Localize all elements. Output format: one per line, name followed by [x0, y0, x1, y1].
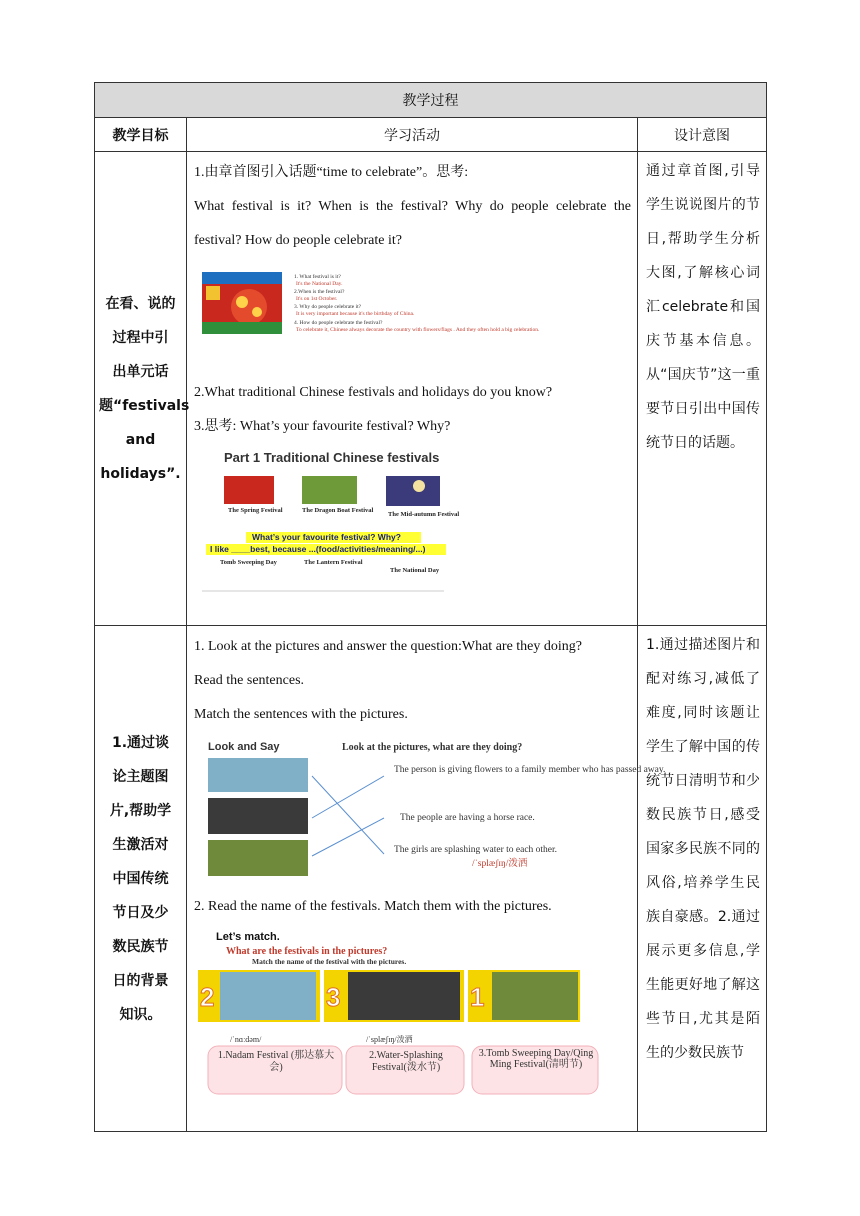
goal-line: 日的背景: [112, 972, 169, 989]
festival-label: The Mid-autumn Festival: [388, 511, 460, 518]
goal-line: 论主题图: [112, 768, 169, 785]
moon: [413, 480, 425, 492]
favourite-question: What’s your favourite festival? Why?: [252, 532, 401, 542]
goal-line: 题“festivals: [99, 397, 190, 414]
slide-subtitle: Match the name of the festival with the pictures.: [252, 957, 407, 966]
goal-line: 节日及少: [112, 904, 169, 921]
slide-q1: 1. What festival is it?: [294, 274, 341, 280]
photo-tomb-sweeping: [348, 972, 460, 1020]
slide-banner: [202, 272, 282, 284]
slide-q2: 2.When is the festival?: [294, 289, 345, 295]
photo-tomb-sweeping: [208, 798, 308, 834]
grass: [202, 322, 282, 334]
teaching-process-table: [94, 82, 767, 1132]
slide-q4: 4. How do people celebrate the festival?: [294, 320, 383, 326]
activity-step-1b: Read the sentences.: [194, 673, 305, 688]
slide-q3: 3. Why do people celebrate it?: [294, 304, 362, 310]
activity-step-1c: Match the sentences with the pictures.: [194, 707, 408, 722]
festival-label: The Spring Festival: [228, 507, 283, 514]
lets-match-slide: [194, 928, 614, 1104]
goal-line: 中国传统: [112, 870, 169, 887]
flower: [252, 307, 262, 317]
slide-a3: It is very important because it's the birthday of China.: [296, 311, 415, 317]
option-1: 1.Nadam Festival (那达慕大会): [217, 1050, 335, 1073]
goal-line: 数民族节: [112, 938, 169, 955]
match-line: [312, 818, 384, 856]
goal-line: 在看、说的: [105, 295, 176, 312]
table-title: 教学过程: [95, 83, 767, 118]
slide-a1: It's the National Day.: [296, 281, 343, 287]
match-line: [312, 776, 384, 854]
slide-title: Part 1 Traditional Chinese festivals: [224, 450, 440, 465]
row2-goal: [95, 626, 187, 1132]
national-day-slide: [194, 262, 540, 372]
slide-a2: It's on 1st October.: [296, 296, 338, 302]
match-line: [312, 776, 384, 818]
goal-line: 出单元话: [112, 363, 169, 380]
answer-number: 2: [200, 982, 215, 1012]
column-header-goal: 教学目标: [95, 118, 187, 152]
activity-step-2: 2. Read the name of the festivals. Match them with the pictures.: [194, 899, 552, 914]
mid-autumn-photo: [386, 476, 440, 506]
goal-line: and: [125, 431, 156, 448]
row2-activity: [187, 626, 666, 1132]
festival-label: Tomb Sweeping Day: [220, 559, 277, 566]
flower-basket: [231, 289, 267, 325]
slide-a4: To celebrate it, Chinese always decorate the country with flowers/flags . And they often hold a big celebration.: [296, 327, 540, 333]
phonetic: /ˈnɑːdəm/: [230, 1035, 262, 1044]
activity-step-1-questions: What festival is it? When is the festival? Why do people celebrate the festival? How do people celebrate it?: [194, 199, 631, 248]
dragon-boat-photo: [302, 476, 357, 504]
goal-line: 知识。: [119, 1006, 162, 1023]
photo-water-splashing: [220, 972, 316, 1020]
festival-label: The Lantern Festival: [304, 559, 363, 566]
spring-festival-photo: [224, 476, 274, 504]
festival-label: The Dragon Boat Festival: [302, 507, 374, 514]
goal-line: 片,帮助学: [109, 802, 172, 819]
row1-activity: [187, 152, 638, 626]
traditional-festivals-slide: [194, 448, 460, 598]
column-header-activity: 学习活动: [187, 118, 638, 152]
answer-number: 1: [470, 982, 485, 1012]
festival-label: The National Day: [390, 567, 440, 574]
phonetic: /ˈsplæʃɪŋ/泼洒: [366, 1035, 413, 1044]
option-3: 3.Tomb Sweeping Day/Qing Ming Festival(清明节): [478, 1048, 594, 1070]
slide-question: What are the festivals in the pictures?: [226, 946, 388, 957]
photo-horse-race: [208, 840, 308, 876]
goal-line: 过程中引: [112, 329, 169, 346]
goal-line: 生激活对: [112, 836, 169, 853]
activity-step-3: 3.思考: What’s your favourite festival? Why?: [194, 419, 451, 434]
slide-question: Look at the pictures, what are they doing?: [342, 742, 523, 753]
sentence-1: The person is giving flowers to a family member who has passed away.: [394, 765, 666, 775]
photo-water-splashing: [208, 758, 308, 792]
flower: [236, 296, 248, 308]
row2-intent: 1.通过描述图片和配对练习,减低了难度,同时该题让学生了解中国的传统节日清明节和少数民族节日,感受国家多民族不同的风俗,培养学生民族自豪感。2.通过展示更多信息,学生能更好地了解这些节日,尤其是陌生的少数民族节: [638, 626, 767, 1132]
phonetic: /ˈsplæʃɪŋ/泼洒: [472, 859, 528, 869]
activity-step-2: 2.What traditional Chinese festivals and holidays do you know?: [194, 385, 553, 400]
photo-horse-race: [492, 972, 578, 1020]
activity-step-1: 1. Look at the pictures and answer the question:What are they doing?: [194, 639, 582, 654]
goal-line: 1.通过谈: [111, 734, 170, 751]
look-and-say-slide: [194, 736, 666, 886]
unit-badge: [206, 286, 220, 300]
goal-line: holidays”.: [100, 465, 181, 482]
sentence-2: The people are having a horse race.: [400, 813, 535, 823]
activity-step-1: 1.由章首图引入话题“time to celebrate”。思考:: [194, 165, 469, 180]
slide-title: Look and Say: [208, 741, 280, 753]
column-header-intent: 设计意图: [638, 118, 767, 152]
row1-intent: 通过章首图,引导学生说说图片的节日,帮助学生分析大图,了解核心词汇celebrate和国庆节基本信息。从“国庆节”这一重要节日引出中国传统节日的话题。: [638, 152, 767, 626]
slide-title: Let’s match.: [216, 931, 280, 943]
sentence-3: The girls are splashing water to each other.: [394, 845, 558, 855]
sentence-pattern: I like ____best, because ...(food/activities/meaning/...): [210, 544, 426, 554]
option-2: 2.Water-Splashing Festival(泼水节): [369, 1050, 443, 1073]
row1-goal: [95, 152, 190, 626]
answer-number: 3: [326, 982, 341, 1012]
